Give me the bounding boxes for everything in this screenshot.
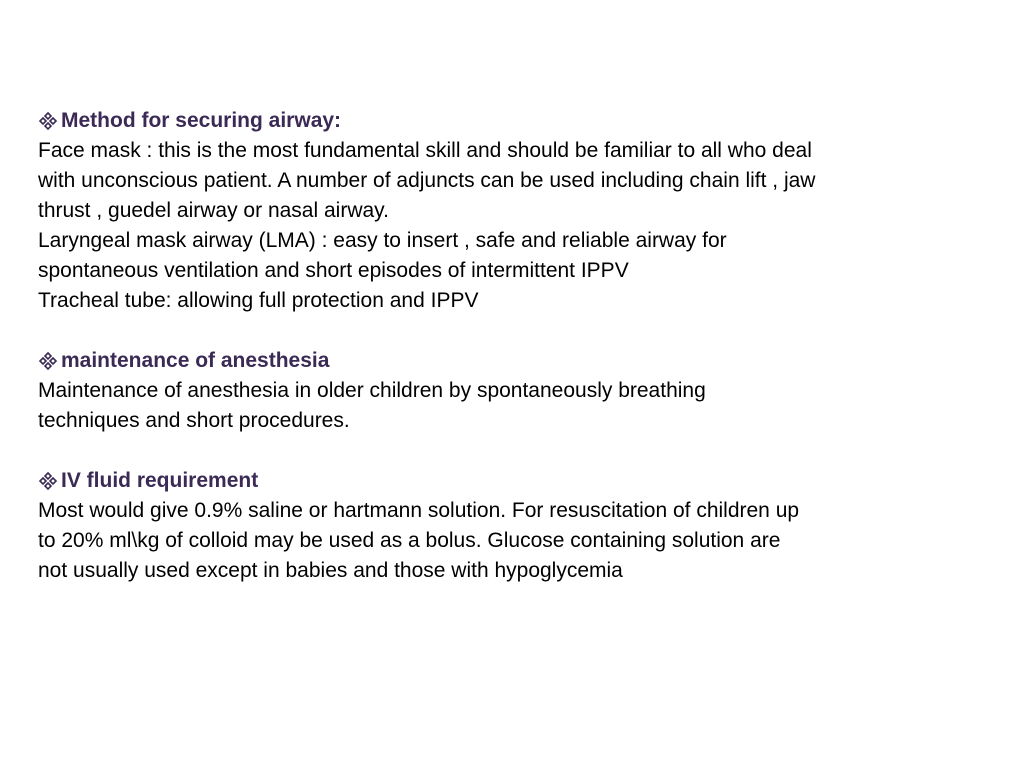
section-iv-fluid <box>38 466 998 586</box>
section-heading <box>38 466 998 496</box>
diamond-bullet-icon <box>38 471 58 491</box>
body-line: thrust , guedel airway or nasal airway. <box>38 199 389 222</box>
body-line: Maintenance of anesthesia in older children by spontaneously breathing <box>38 379 706 402</box>
body-line: to 20% ml\kg of colloid may be used as a bolus. Glucose containing solution are <box>38 529 781 552</box>
section-heading-text: IV fluid requirement <box>61 469 259 492</box>
body-line: with unconscious patient. A number of adjuncts can be used including chain lift , jaw <box>38 169 816 192</box>
diamond-bullet-icon <box>38 351 58 371</box>
diamond-bullet-icon <box>38 111 58 131</box>
section-heading-text: maintenance of anesthesia <box>61 349 330 372</box>
section-securing-airway <box>38 106 998 316</box>
body-line: not usually used except in babies and those with hypoglycemia <box>38 559 623 582</box>
body-line: Most would give 0.9% saline or hartmann solution. For resuscitation of children up <box>38 499 800 522</box>
body-line: Laryngeal mask airway (LMA) : easy to insert , safe and reliable airway for <box>38 229 727 252</box>
slide-content <box>38 106 998 616</box>
section-heading <box>38 346 998 376</box>
section-heading-text: Method for securing airway: <box>61 109 342 132</box>
body-line: spontaneous ventilation and short episodes of intermittent IPPV <box>38 259 629 282</box>
body-line: techniques and short procedures. <box>38 409 350 432</box>
section-maintenance-anesthesia <box>38 346 998 436</box>
section-heading <box>38 106 998 136</box>
body-line: Face mask : this is the most fundamental skill and should be familiar to all who deal <box>38 139 812 162</box>
body-line: Tracheal tube: allowing full protection and IPPV <box>38 289 479 312</box>
